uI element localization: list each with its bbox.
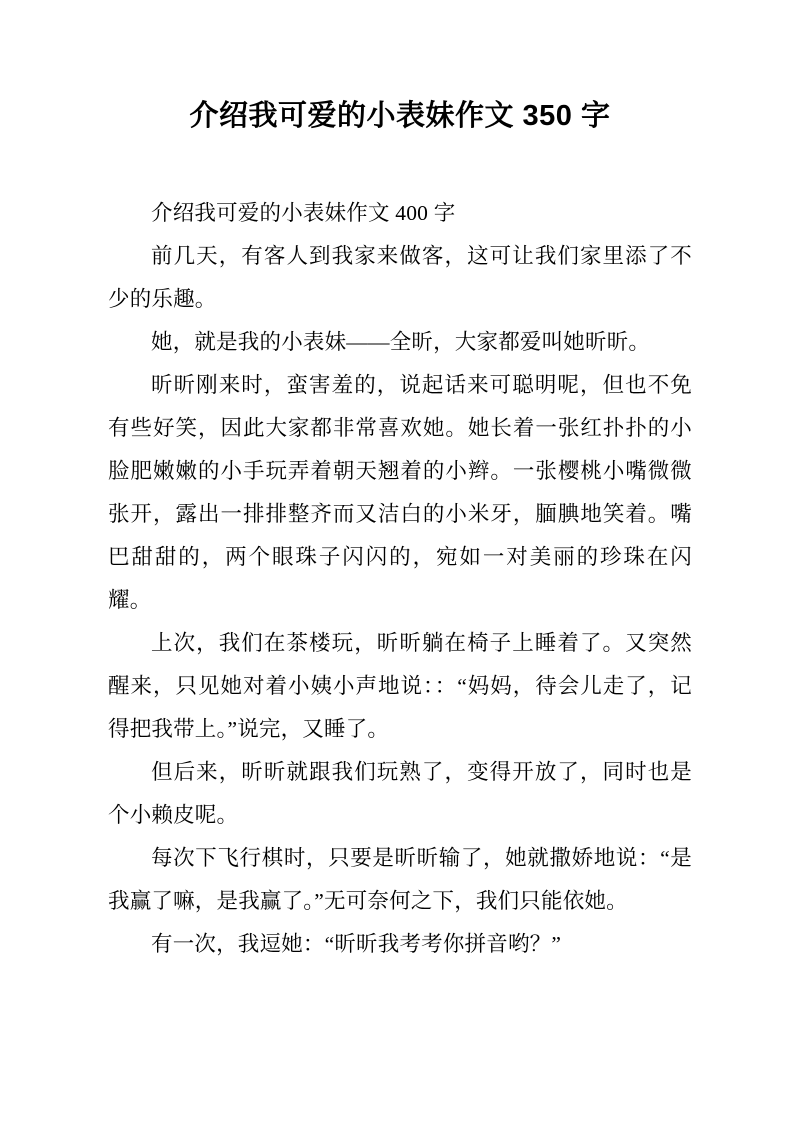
paragraph: 但后来，昕昕就跟我们玩熟了，变得开放了，同时也是个小赖皮呢。: [108, 759, 692, 827]
paragraph: 她，就是我的小表妹——全昕，大家都爱叫她昕昕。: [151, 329, 651, 354]
document-body: [0, 136, 800, 966]
paragraph: 昕昕刚来时，蛮害羞的，说起话来可聪明呢，但也不免有些好笑，因此大家都非常喜欢她。她长着一张红扑扑的小脸肥嫩嫩的小手玩弄着朝天翘着的小辫。一张樱桃小嘴微微张开，露出一排排整齐而又洁白的小米牙，腼腆地笑着。嘴巴甜甜的，两个眼珠子闪闪的，宛如一对美丽的珍珠在闪耀。: [108, 372, 692, 612]
page-title: 介绍我可爱的小表妹作文 350 字: [189, 100, 611, 132]
paragraph: 有一次，我逗她：“昕昕我考考你拼音哟？”: [151, 931, 562, 956]
paragraph: 上次，我们在茶楼玩，昕昕躺在椅子上睡着了。又突然醒来，只见她对着小姨小声地说：：“妈妈，待会儿走了，记得把我带上。”说完，又睡了。: [108, 630, 692, 741]
paragraph: 每次下飞行棋时，只要是昕昕输了，她就撒娇地说：“是我赢了嘛，是我赢了。”无可奈何之下，我们只能依她。: [108, 845, 692, 913]
paragraph: 介绍我可爱的小表妹作文 400 字: [151, 200, 456, 225]
paragraph: 前几天，有客人到我家来做客，这可让我们家里添了不少的乐趣。: [108, 243, 692, 311]
